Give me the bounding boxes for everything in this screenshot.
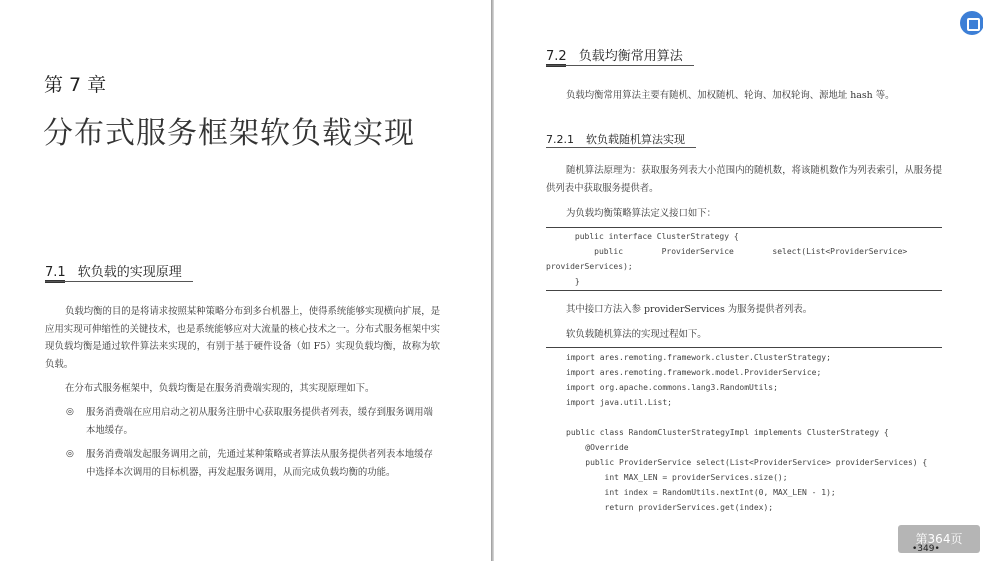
paragraph: 为负载均衡策略算法定义接口如下： bbox=[566, 208, 717, 219]
paragraph: 随机算法原理为：获取服务列表大小范围内的随机数，将该随机数作为列表索引，从服务提供列表中获取服务提供者。 bbox=[546, 165, 942, 194]
section-heading-7-1 bbox=[45, 261, 182, 280]
section-underline bbox=[45, 281, 193, 282]
section-intro: 负载均衡常用算法主要有随机、加权随机、轮询、加权轮询、源地址 hash 等。 bbox=[566, 90, 895, 101]
paragraph: 在分布式服务框架中，负载均衡是在服务消费端实现的，其实现原理如下。 bbox=[65, 383, 375, 394]
interface-code-block: public interface ClusterStrategy { public ProviderService select(List<ProviderService> providerServices); } bbox=[546, 232, 908, 286]
code-rule-bottom bbox=[546, 290, 942, 291]
section-title: 软负载的实现原理 bbox=[77, 265, 182, 280]
viewer-avatar-icon[interactable] bbox=[960, 11, 983, 35]
code-rule-top bbox=[546, 227, 942, 228]
left-page bbox=[0, 0, 491, 561]
paragraph: 软负载随机算法的实现过程如下。 bbox=[566, 329, 707, 340]
bullet-icon: ◎ bbox=[66, 407, 74, 417]
subsection-number: 7.2.1 bbox=[546, 133, 574, 146]
subsection-underline bbox=[546, 147, 696, 148]
paragraph: 其中接口方法入参 providerServices 为服务提供者列表。 bbox=[566, 304, 813, 315]
section-heading-7-2 bbox=[546, 45, 683, 64]
section-underline bbox=[546, 65, 694, 66]
page-indicator-badge: 第364页 bbox=[898, 525, 980, 553]
section-title: 负载均衡常用算法 bbox=[578, 49, 683, 64]
code-rule-top bbox=[546, 347, 942, 348]
page-number: •349• bbox=[912, 544, 940, 554]
list-item: ◎ 服务消费端发起服务调用之前，先通过某种策略或者算法从服务提供者列表本地缓存中选择本次调用的目标机器，再发起服务调用，从而完成负载均衡的功能。 bbox=[86, 446, 440, 481]
implementation-code-block: import ares.remoting.framework.cluster.ClusterStrategy; import ares.remoting.framework.model.ProviderService; import org.apache.commons.lang3.RandomUtils; import java.util.List; public class RandomClusterStrategyImpl implements ClusterStrategy { @Override public ProviderService select(List<ProviderService> providerServices) { int MAX_LEN = providerServices.size(); int index = RandomUtils.nextInt(0, MAX_LEN - 1); return providerServices.get(index); bbox=[566, 353, 928, 512]
list-item: ◎ 服务消费端在应用启动之初从服务注册中心获取服务提供者列表，缓存到服务调用端本地缓存。 bbox=[86, 404, 440, 439]
paragraph: 负载均衡的目的是将请求按照某种策略分布到多台机器上，使得系统能够实现横向扩展，是应用实现可伸缩性的关键技术，也是系统能够应对大流量的核心技术之一。分布式服务框架中实现负载均衡是通过软件算法来实现的，有别于基于硬件设备（如 F5）实现负载均衡，故称为软负载。 bbox=[45, 306, 441, 370]
section-number: 7.1 bbox=[45, 265, 66, 280]
chapter-label: 第 7 章 bbox=[44, 74, 107, 96]
subsection-heading-7-2-1 bbox=[546, 131, 685, 147]
chapter-title: 分布式服务框架软负载实现 bbox=[43, 116, 415, 151]
section-number: 7.2 bbox=[546, 49, 567, 64]
bullet-icon: ◎ bbox=[66, 449, 74, 459]
subsection-title: 软负载随机算法实现 bbox=[586, 133, 685, 146]
